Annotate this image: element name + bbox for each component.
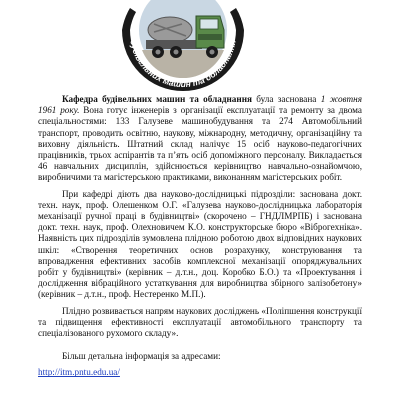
- founding-date: 1 жовтня 1961 року.: [38, 94, 362, 116]
- department-name: Кафедра будівельних машин та обладнання: [62, 94, 252, 104]
- document-body: [38, 94, 362, 379]
- department-logo: [108, 0, 258, 100]
- paragraph-research-direction: Плідно розвивається напрям наукових досліджень «Поліпшення конструкції та підвищення ефективності експлуатації автомобільного транспорту та спеціалізованого рухомого складу».: [38, 305, 362, 339]
- paragraph-more-info: Більш детальна інформація за адресами:: [62, 351, 221, 362]
- paragraph-text: Вона готує інженерів з організації експлуатації та ремонту за двома спеціальностями: 133 Галузеве машинобудування та 274 Автомобільний транспорт, проводить освітню, наукову, міжнародну, методичну, організаційну та виховну діяльність. Штатний склад налічує 15 осіб науково-педагогічних працівників, трьох аспірантів та п’ять осіб допоміжного персоналу. Викладається 46 навчальних дисциплін, здійснюється керівництво навчально-ознайомчою, виробничими та магістерською практиками, виконанням магістерських робіт.: [38, 105, 363, 183]
- paragraph-research-units: При кафедрі діють два науково-дослідницькі підрозділи: заснована докт. техн. наук, проф. Олешенком О.Г. «Галузева науково-дослідницька лабораторія механізації ручної праці в будівництві» (скорочено – ГНДЛМРПБ) і заснована докт. техн. наук, проф. Олехновичем К.О. конструкторське бюро «Віброгехніка». Наявність цих підрозділів зумовлена плідною роботою двох відповідних наукових шкіл: «Створення теоретичних основ розрахунку, конструювання та впровадження ефективних засобів комплексної механізації опоряджувальних робіт у будівництві» (керівник – д.т.н., доц. Коробко Б.О.) та «Проектування і дослідження вібраційного устаткування для виробництва збірного залізобетону» (керівник – д.т.н., проф. Нестеренко М.П.).: [38, 188, 362, 300]
- logo-ring-text: будівельних машин та обладнання: [128, 39, 238, 90]
- paragraph-history: [38, 94, 362, 184]
- url-line: [38, 367, 362, 378]
- website-link[interactable]: http://itm.pntu.edu.ua/: [38, 367, 120, 378]
- logo-emblem: [108, 0, 258, 100]
- paragraph-text: була заснована: [251, 94, 321, 104]
